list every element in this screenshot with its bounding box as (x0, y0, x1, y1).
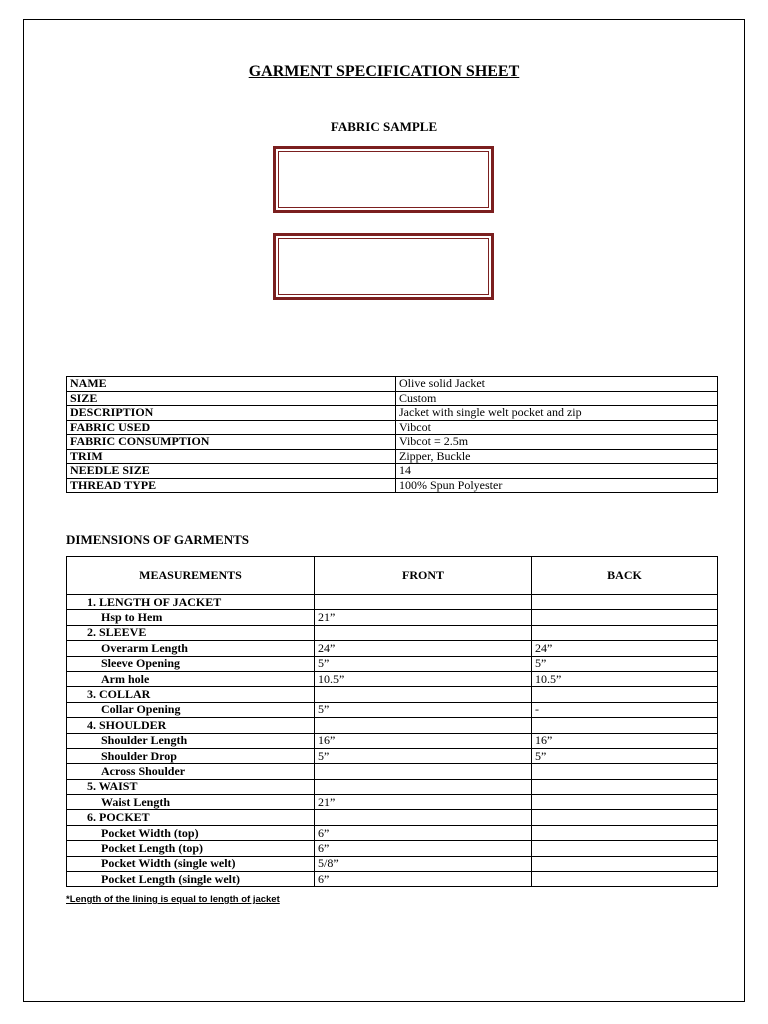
back-value (532, 764, 718, 779)
table-row (67, 779, 718, 794)
measurement-section: 3. COLLAR (67, 687, 315, 702)
front-value: 21” (315, 610, 532, 625)
measurement-section: 4. SHOULDER (67, 718, 315, 733)
lining-note: *Length of the lining is equal to length of jacket (66, 894, 280, 905)
spec-row (67, 449, 718, 464)
back-value: 5” (532, 656, 718, 671)
back-value (532, 841, 718, 856)
spec-label: SIZE (67, 391, 396, 406)
measurement-name: Waist Length (67, 795, 315, 810)
spec-label: THREAD TYPE (67, 478, 396, 493)
dimensions-title: DIMENSIONS OF GARMENTS (66, 532, 249, 547)
front-value: 24” (315, 641, 532, 656)
front-value: 6” (315, 872, 532, 887)
header-measurements: MEASUREMENTS (67, 557, 315, 595)
spec-value: Vibcot (396, 420, 718, 435)
measurement-name: Shoulder Drop (67, 748, 315, 763)
table-row (67, 841, 718, 856)
front-value: 21” (315, 795, 532, 810)
front-value (315, 595, 532, 610)
front-value (315, 810, 532, 825)
measurement-name: Arm hole (67, 671, 315, 686)
header-front: FRONT (315, 557, 532, 595)
fabric-sample-title: FABRIC SAMPLE (330, 119, 438, 134)
back-value (532, 872, 718, 887)
spec-table (66, 376, 718, 493)
back-value: 24” (532, 641, 718, 656)
measurement-name: Hsp to Hem (67, 610, 315, 625)
table-row (67, 610, 718, 625)
spec-row (67, 420, 718, 435)
spec-label: NEEDLE SIZE (67, 464, 396, 479)
dimensions-table (66, 556, 718, 887)
measurement-name: Collar Opening (67, 702, 315, 717)
spec-label: FABRIC CONSUMPTION (67, 435, 396, 450)
header-back: BACK (532, 557, 718, 595)
front-value: 5/8” (315, 856, 532, 871)
spec-value: 100% Spun Polyester (396, 478, 718, 493)
measurement-section: 6. POCKET (67, 810, 315, 825)
front-value (315, 625, 532, 640)
back-value (532, 610, 718, 625)
measurement-section: 2. SLEEVE (67, 625, 315, 640)
spec-label: NAME (67, 377, 396, 392)
front-value (315, 718, 532, 733)
spec-value: Olive solid Jacket (396, 377, 718, 392)
table-row (67, 825, 718, 840)
back-value (532, 825, 718, 840)
front-value: 5” (315, 748, 532, 763)
front-value (315, 687, 532, 702)
measurement-name: Pocket Width (single welt) (67, 856, 315, 871)
back-value: 16” (532, 733, 718, 748)
table-row (67, 718, 718, 733)
spec-row (67, 435, 718, 450)
front-value: 5” (315, 656, 532, 671)
table-row (67, 625, 718, 640)
spec-row (67, 391, 718, 406)
back-value: - (532, 702, 718, 717)
table-row (67, 641, 718, 656)
spec-value: Vibcot = 2.5m (396, 435, 718, 450)
measurement-name: Across Shoulder (67, 764, 315, 779)
table-row (67, 671, 718, 686)
spec-label: DESCRIPTION (67, 406, 396, 421)
measurement-name: Overarm Length (67, 641, 315, 656)
table-row (67, 795, 718, 810)
back-value (532, 718, 718, 733)
front-value (315, 779, 532, 794)
measurement-name: Shoulder Length (67, 733, 315, 748)
spec-value: Jacket with single welt pocket and zip (396, 406, 718, 421)
measurement-section: 1. LENGTH OF JACKET (67, 595, 315, 610)
table-row (67, 595, 718, 610)
back-value: 5” (532, 748, 718, 763)
table-row (67, 733, 718, 748)
measurement-name: Pocket Width (top) (67, 825, 315, 840)
table-row (67, 872, 718, 887)
back-value (532, 856, 718, 871)
table-row (67, 856, 718, 871)
page-title: GARMENT SPECIFICATION SHEET (248, 63, 520, 80)
spec-row (67, 377, 718, 392)
measurement-name: Pocket Length (single welt) (67, 872, 315, 887)
spec-label: FABRIC USED (67, 420, 396, 435)
back-value (532, 779, 718, 794)
table-row (67, 748, 718, 763)
fabric-swatch-box-1 (273, 146, 494, 213)
spec-row (67, 406, 718, 421)
back-value (532, 625, 718, 640)
back-value (532, 595, 718, 610)
back-value (532, 795, 718, 810)
spec-value: Zipper, Buckle (396, 449, 718, 464)
table-row (67, 687, 718, 702)
front-value: 10.5” (315, 671, 532, 686)
measurement-name: Pocket Length (top) (67, 841, 315, 856)
fabric-swatch-box-2 (273, 233, 494, 300)
spec-label: TRIM (67, 449, 396, 464)
table-row (67, 656, 718, 671)
measurement-name: Sleeve Opening (67, 656, 315, 671)
front-value: 6” (315, 825, 532, 840)
front-value: 16” (315, 733, 532, 748)
dimensions-header-row (67, 557, 718, 595)
table-row (67, 810, 718, 825)
table-row (67, 702, 718, 717)
back-value (532, 810, 718, 825)
back-value: 10.5” (532, 671, 718, 686)
front-value (315, 764, 532, 779)
spec-value: 14 (396, 464, 718, 479)
back-value (532, 687, 718, 702)
table-row (67, 764, 718, 779)
spec-value: Custom (396, 391, 718, 406)
front-value: 6” (315, 841, 532, 856)
spec-row (67, 478, 718, 493)
measurement-section: 5. WAIST (67, 779, 315, 794)
front-value: 5” (315, 702, 532, 717)
spec-row (67, 464, 718, 479)
